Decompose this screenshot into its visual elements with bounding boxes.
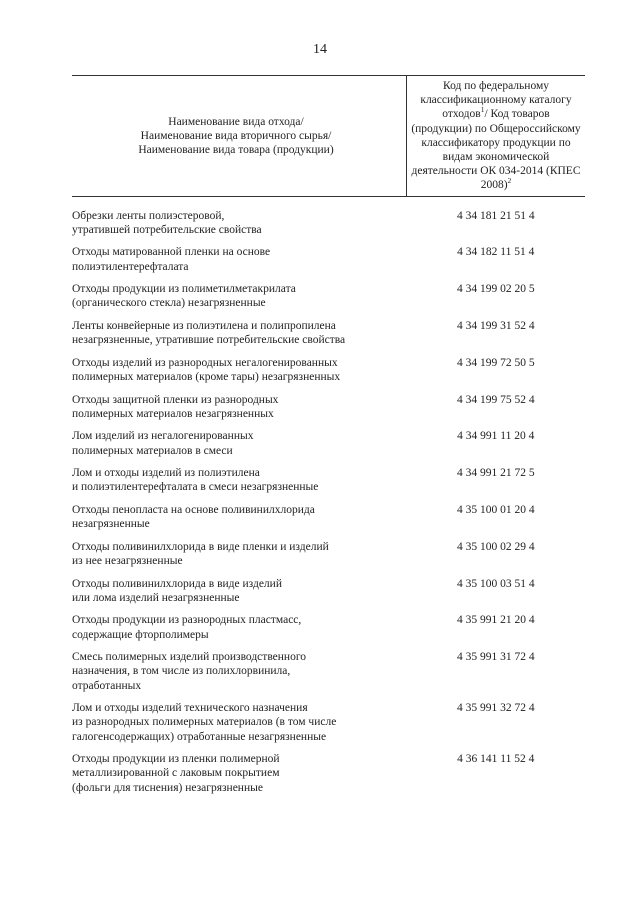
- waste-name-cell: [72, 613, 407, 650]
- waste-name-cell: [72, 282, 407, 319]
- waste-name-line: из разнородных полимерных материалов (в том числе: [72, 716, 337, 729]
- waste-name-line: незагрязненные, утратившие потребительские свойства: [72, 334, 346, 347]
- waste-code-cell: 4 35 991 32 72 4: [456, 702, 535, 715]
- waste-name-line: Отходы пенопласта на основе поливинилхлорида: [72, 504, 315, 516]
- waste-name-line: Отходы матированной пленки на основе: [72, 246, 271, 259]
- waste-name-line: из нее незагрязненные: [72, 555, 183, 567]
- header-name-line: Наименование вида вторичного сырья/: [140, 129, 332, 142]
- table-row: [72, 540, 585, 577]
- waste-name-line: Отходы продукции из разнородных пластмасс,: [72, 614, 302, 627]
- waste-name-line: Лом и отходы изделий технического назначения: [72, 702, 308, 715]
- table-row: [72, 503, 585, 540]
- waste-name-line: Отходы продукции из полиметилметакрилата: [72, 283, 296, 296]
- waste-name-line: назначения, в том числе из полихлорвинила,: [72, 665, 291, 678]
- waste-name-cell: [72, 393, 407, 430]
- waste-name-cell: [72, 752, 407, 803]
- waste-name-line: Смесь полимерных изделий производственного: [72, 651, 307, 664]
- waste-name-line: отработанных: [72, 679, 142, 692]
- table-row: [72, 393, 585, 430]
- waste-name-cell: [72, 209, 407, 246]
- waste-name-line: полимерных материалов незагрязненных: [72, 407, 274, 420]
- waste-name-line: Обрезки ленты полиэстеровой,: [72, 209, 225, 222]
- footnote-ref-2: 2: [507, 176, 512, 186]
- waste-code-cell: 4 34 199 31 52 4: [456, 320, 535, 333]
- waste-name-line: и полиэтилентерефталата в смеси незагрязненные: [72, 481, 319, 494]
- waste-name-cell: [72, 466, 407, 503]
- waste-code-cell: 4 35 100 02 29 4: [456, 540, 535, 553]
- header-code-part2: / Код товаров (продукции) по Общероссийскому классификатору продукции по видам экономической деятельности ОК 034-2014 (КПЕС 2008): [411, 108, 581, 192]
- waste-code-cell: 4 35 991 31 72 4: [456, 651, 535, 664]
- waste-name-cell: [72, 319, 407, 356]
- header-name-line: Наименование вида отхода/: [168, 115, 304, 128]
- waste-code-cell: 4 34 991 11 20 4: [457, 430, 535, 443]
- table-row: [72, 752, 585, 803]
- waste-name-line: галогенсодержащих) отработанные незагрязненные: [72, 730, 327, 743]
- waste-name-line: содержащие фторполимеры: [72, 628, 209, 641]
- waste-name-cell: [72, 356, 407, 393]
- header-code-part1: Код по федеральному классификационному каталогу отходов: [420, 80, 572, 121]
- header-name-column: [72, 76, 407, 197]
- table-body: [72, 196, 585, 803]
- waste-code-cell: 4 36 141 11 52 4: [457, 753, 535, 766]
- waste-name-line: полимерных материалов в смеси: [72, 444, 233, 457]
- waste-name-line: полимерных материалов (кроме тары) незагрязненных: [72, 371, 341, 384]
- waste-code-cell: 4 34 199 75 52 4: [456, 393, 535, 406]
- header-name-line: Наименование вида товара (продукции): [138, 143, 334, 156]
- table-header-row: [72, 76, 585, 197]
- waste-name-line: незагрязненные: [72, 518, 150, 531]
- waste-code-cell: 4 34 199 02 20 5: [456, 283, 535, 296]
- table-row: [72, 209, 585, 246]
- waste-name-cell: [72, 701, 407, 752]
- waste-name-line: Лом изделий из негалогенированных: [72, 430, 254, 443]
- table-row: [72, 577, 585, 614]
- waste-code-cell: 4 34 181 21 51 4: [456, 209, 535, 222]
- waste-code-cell: 4 34 991 21 72 5: [456, 467, 535, 480]
- waste-name-line: (фольги для тиснения) незагрязненные: [72, 781, 263, 794]
- waste-name-line: Отходы поливинилхлорида в виде пленки и изделий: [72, 540, 329, 553]
- waste-name-cell: [72, 650, 407, 701]
- waste-code-cell: 4 34 182 11 51 4: [457, 246, 535, 259]
- waste-code-cell: 4 35 991 21 20 4: [456, 614, 535, 627]
- table-row: [72, 701, 585, 752]
- waste-code-cell: 4 35 100 01 20 4: [456, 504, 535, 516]
- waste-name-line: полиэтилентерефталата: [72, 260, 189, 273]
- table-row: [72, 613, 585, 650]
- table-row: [72, 319, 585, 356]
- waste-name-line: Отходы защитной пленки из разнородных: [72, 393, 279, 406]
- table-row: [72, 282, 585, 319]
- table-row: [72, 356, 585, 393]
- footnote-ref-1: 1: [480, 105, 485, 115]
- page-number: 14: [313, 42, 327, 57]
- waste-name-line: Отходы изделий из разнородных негалогенированных: [72, 356, 338, 369]
- waste-name-line: (органического стекла) незагрязненные: [72, 297, 266, 310]
- waste-name-cell: [72, 540, 407, 577]
- table-row: [72, 466, 585, 503]
- waste-name-line: Отходы поливинилхлорида в виде изделий: [72, 577, 282, 590]
- waste-name-line: металлизированной с лаковым покрытием: [72, 767, 280, 780]
- table-row: [72, 650, 585, 701]
- waste-name-line: или лома изделий незагрязненные: [72, 591, 240, 604]
- waste-name-cell: [72, 503, 407, 540]
- waste-code-cell: 4 34 199 72 50 5: [456, 356, 535, 369]
- waste-name-line: Отходы продукции из пленки полимерной: [72, 753, 280, 766]
- table-row: [72, 429, 585, 466]
- waste-name-line: утратившей потребительские свойства: [72, 223, 262, 236]
- waste-name-line: Лом и отходы изделий из полиэтилена: [72, 467, 260, 480]
- waste-name-cell: [72, 577, 407, 614]
- waste-name-cell: [72, 429, 407, 466]
- table-row: [72, 245, 585, 282]
- waste-name-cell: [72, 245, 407, 282]
- waste-code-cell: 4 35 100 03 51 4: [456, 577, 535, 590]
- waste-name-line: Ленты конвейерные из полиэтилена и полипропилена: [72, 320, 336, 333]
- waste-classification-table: [72, 75, 585, 803]
- table-spacer: [72, 196, 585, 209]
- header-code-column: [407, 76, 586, 197]
